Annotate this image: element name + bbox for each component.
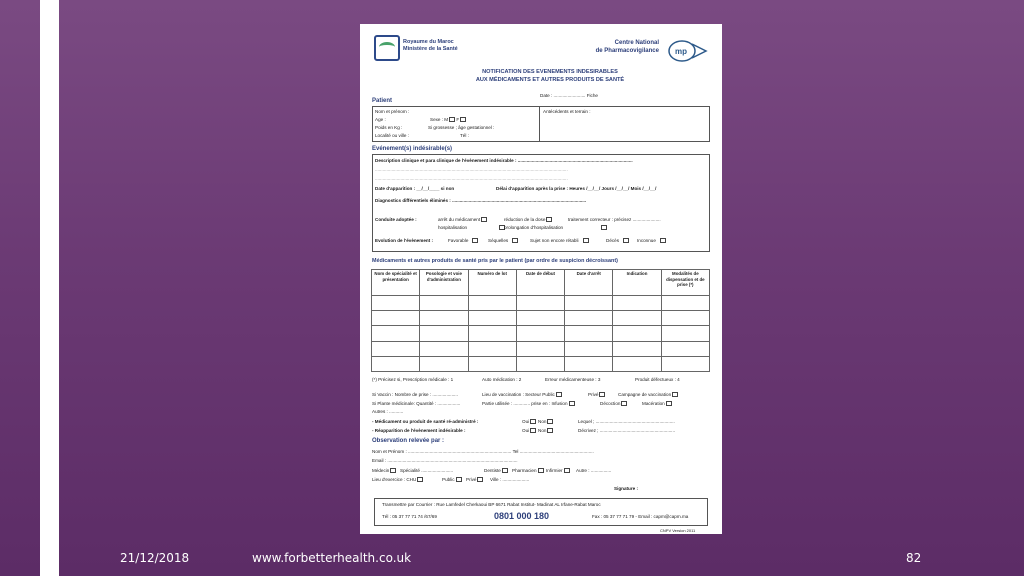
left-white-stripe: [40, 0, 59, 576]
form-version: CNPV Version 2011: [660, 528, 696, 533]
event-evolution-label: Evolution de l'évènement :: [375, 238, 434, 243]
patient-sex-label: Sexe : M F: [430, 117, 466, 123]
workplace-private: Privé: [466, 477, 483, 483]
footer-date: 21/12/2018: [120, 551, 190, 565]
form-title: NOTIFICATION DES EVENEMENTS INDESIRABLES AUX MÉDICAMENTS ET AUTRES PRODUITS DE SANTÉ: [475, 69, 625, 83]
role-other: Autre : ................: [576, 468, 612, 473]
pharmacovigilance-logo: [664, 36, 708, 66]
readmin-which: Lequel ; ..............................................................: [578, 419, 675, 424]
event-conduct-label: Conduite adoptée :: [375, 217, 417, 222]
meds-col-start: Date de début: [516, 270, 564, 296]
role-doctor: Médecin: [372, 468, 396, 474]
role-specialty: Spécialité .........................: [400, 468, 454, 473]
conduct-option-prolong: prolongation d'hospitalisation: [504, 225, 607, 231]
contact-fax-email: Fax : 05 37 77 71 79 - Email : capm@capm.ma: [592, 514, 689, 519]
meds-col-dosage: Posologie et voie d'administration: [420, 270, 468, 296]
observer-name: Nom et Prénom : ................................................................................. Tel ..........................................................: [372, 449, 594, 454]
role-dentist: Dentiste: [484, 468, 508, 474]
event-description-dots: .......................................................................................................................................................: [375, 167, 568, 172]
conduct-option-reduce: réduction de la dose: [504, 217, 552, 223]
note-automedication: Auto médication : 2: [482, 377, 522, 382]
date-line: Date : ......................... Fiche: [540, 93, 598, 98]
reappearance-label: - Réapparition de l'évènement indésirable :: [372, 428, 466, 433]
reapp-describe: Décrivez ; ...........................................................: [578, 428, 675, 433]
patient-heading: Patient: [372, 98, 393, 104]
event-heading: Evénement(s) indésirable(s): [372, 146, 453, 152]
role-pharmacist: Pharmacien: [512, 468, 544, 474]
patient-tel-label: Tél :: [460, 133, 469, 138]
workplace-city: Ville : .....................: [490, 477, 530, 482]
conduct-option-hospital: hospitalisation: [438, 225, 505, 231]
vaccine-place: Lieu de vaccination : Secteur Public: [482, 392, 562, 398]
note-prescription: (*) Précisez si, Prescription médicale : 1: [372, 377, 454, 382]
contact-phone: 0801 000 180: [494, 511, 550, 521]
patient-box: [372, 106, 710, 142]
evolution-death: Décès: [606, 238, 629, 244]
event-description-dots-2: .......................................................................................................................................................: [375, 176, 568, 181]
meds-col-lot: Numéro de lot: [468, 270, 516, 296]
conduct-option-treatment: traitement correcteur : précisez ......................: [568, 217, 661, 222]
contact-address: Transmettre par Courrier : Rue Lamfedel Cherkaoui BP 6671 Rabat Institut- Madinat AL Irfane-Rabat Maroc: [382, 502, 601, 507]
readministered-label: - Médicament ou produit de santé ré-administré :: [372, 419, 479, 424]
ministry-logo: [374, 35, 400, 61]
adverse-event-form-image: [360, 24, 722, 534]
vaccine-doses: Si Vaccin : Nombre de prise : ....................: [372, 392, 458, 397]
meds-table: [371, 269, 710, 372]
ministry-name: Royaume du Maroc Ministère de la Santé: [403, 39, 458, 53]
reapp-no: Non: [538, 428, 553, 434]
patient-age-label: Age :: [375, 117, 386, 122]
evolution-favorable: Favorable: [448, 238, 478, 244]
plant-decoction: Décoction: [600, 401, 627, 407]
event-delay-label: Délai d'apparition après la prise : Heures /__/__/ Jours /__/__/ Mois /__/__/: [496, 186, 657, 191]
patient-pregnancy-label: Si grossesse ; âge gestationnel :: [428, 125, 495, 130]
note-defective: Produit défectueux : 4: [635, 377, 680, 382]
contact-tel: Tél : 05 37 77 71 74 /67/69: [382, 514, 437, 519]
observation-heading: Observation relevée par :: [372, 438, 445, 444]
evolution-not-recovered: Sujet non encore rétabli: [530, 238, 589, 244]
role-nurse: Infirmier: [546, 468, 570, 474]
readmin-yes: Oui: [522, 419, 536, 425]
meds-col-stop: Date d'arrêt: [565, 270, 613, 296]
meds-col-indication: Indication: [613, 270, 661, 296]
observer-email: Email : ......................................................................................................: [372, 458, 518, 463]
readmin-no: Non: [538, 419, 553, 425]
workplace-chu: Lieu d'exercice : CHU: [372, 477, 423, 483]
plant-part: Partie utilisée : ............. prise en : Infusion: [482, 401, 575, 407]
evolution-sequelae: Séquelles: [488, 238, 518, 244]
vaccine-campaign: Campagne de vaccination: [618, 392, 678, 398]
signature-label: Signature :: [614, 486, 638, 491]
event-description-label: Description clinique et para clinique de l'évènement indésirable : ..........................................................................................: [375, 158, 633, 163]
workplace-public: Public: [442, 477, 462, 483]
footer-page-number: 82: [906, 551, 922, 565]
center-name: Centre National de Pharmacovigilance: [595, 40, 659, 54]
plant-quantity: Si Plante médicinale: Quantité : ..................: [372, 401, 461, 406]
patient-name-label: Nom et prénom :: [375, 109, 410, 114]
patient-city-label: Localité ou ville :: [375, 133, 409, 138]
reapp-yes: Oui: [522, 428, 536, 434]
footer-website: www.forbetterhealth.co.uk: [252, 551, 412, 565]
conduct-option-stop: arrêt du médicament: [438, 217, 487, 223]
svg-text:mp: mp: [675, 47, 687, 56]
patient-weight-label: Poids en Kg :: [375, 125, 403, 130]
evolution-unknown: Inconnue: [637, 238, 666, 244]
event-date-label: Date d'apparition : __/__/____ si non: [375, 186, 455, 191]
event-diagnostics-label: Diagnostics différentiels éliminés : .........................................................................................................: [375, 198, 587, 203]
plant-maceration: Macération: [642, 401, 672, 407]
note-error: Erreur médicamenteuse : 3: [545, 377, 601, 382]
meds-heading: Médicaments et autres produits de santé pris par le patient (par ordre de suspicion décroissant): [372, 258, 618, 264]
plant-other: Autres : ...........: [372, 409, 404, 414]
meds-col-modalities: Modalités de dispensation et de prise (*): [661, 270, 709, 296]
patient-divider: [539, 106, 540, 142]
meds-col-name: Nom de spécialité et présentation: [372, 270, 420, 296]
patient-history-label: Antécédents et terrain :: [543, 109, 591, 114]
vaccine-private: Privé: [588, 392, 605, 398]
